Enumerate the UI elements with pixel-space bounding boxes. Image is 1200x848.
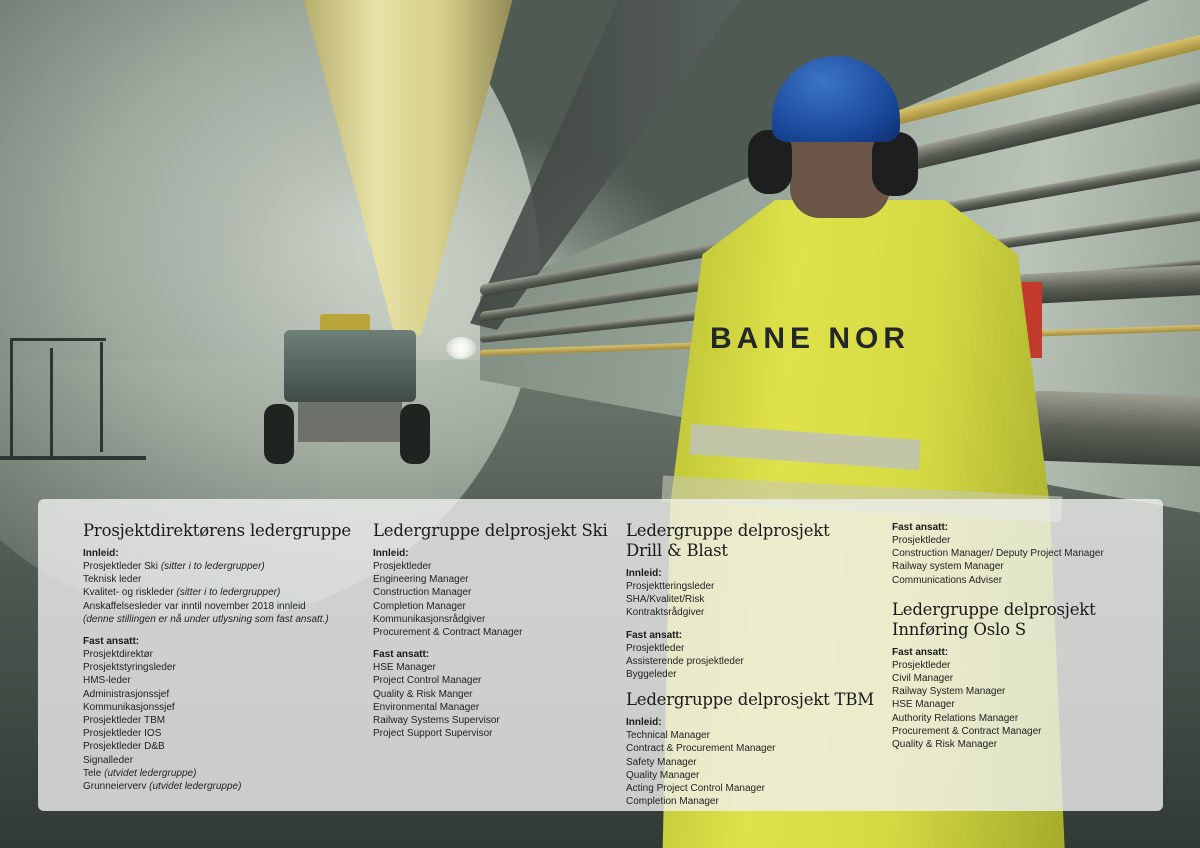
group-label: Fast ansatt:	[373, 649, 430, 661]
column-ski	[373, 521, 608, 740]
list-item: Civil Manager	[892, 673, 954, 685]
list-item: Quality & Risk Manger	[373, 688, 473, 700]
list-item: (denne stillingen er nå under utlysning som fast ansatt.)	[83, 613, 329, 625]
member-list	[83, 648, 351, 793]
list-item: Project Control Manager	[373, 675, 482, 687]
list-item: Tele (utvidet ledergruppe)	[83, 767, 197, 779]
list-item: Acting Project Control Manager	[626, 783, 765, 795]
list-item: Prosjektleder TBM	[83, 715, 166, 727]
column-prosjektdirektor	[83, 521, 351, 793]
list-item: Completion Manager	[373, 600, 466, 612]
member-list	[83, 560, 351, 626]
aerial-lift	[262, 312, 432, 472]
section-title: Ledergruppe delprosjekt Innføring Oslo S	[892, 599, 1096, 639]
list-item: Communications Adviser	[892, 574, 1003, 586]
group-label: Fast ansatt:	[626, 629, 683, 641]
group-label: Innleid:	[626, 717, 662, 729]
bane-nor-logo: BANE NOR	[710, 322, 911, 355]
list-item: Prosjektleder	[626, 642, 685, 654]
member-list	[626, 642, 874, 682]
lift-base	[298, 402, 402, 442]
list-item: Construction Manager	[373, 587, 472, 599]
list-item: Railway system Manager	[892, 561, 1004, 573]
scaffold-railing	[0, 338, 150, 488]
lift-body	[284, 330, 416, 402]
list-item: HMS-leder	[83, 675, 131, 687]
list-item: Technical Manager	[626, 730, 710, 742]
list-item: Prosjektstyringsleder	[83, 662, 176, 674]
group-label: Fast ansatt:	[892, 522, 949, 533]
list-item: HSE Manager	[373, 662, 436, 674]
list-item: Assisterende prosjektleder	[626, 655, 744, 667]
group-label: Innleid:	[626, 568, 662, 579]
list-item: Prosjektleder	[373, 561, 432, 572]
list-item: Prosjektteringsleder	[626, 581, 715, 592]
lift-wheel	[400, 404, 430, 464]
column-oslo-s	[892, 521, 1104, 751]
list-item: Prosjektleder Ski (sitter i to ledergrupper)	[83, 561, 265, 572]
list-item: Teknisk leder	[83, 574, 142, 586]
list-item: Kontraktsrådgiver	[626, 607, 705, 619]
list-item: Procurement & Contract Manager	[373, 627, 523, 639]
list-item: Prosjektleder D&B	[83, 741, 165, 753]
list-item: Prosjektleder	[892, 535, 951, 546]
member-list	[373, 560, 608, 639]
list-item: Environmental Manager	[373, 701, 480, 713]
list-item: Project Support Supervisor	[373, 728, 493, 740]
section-title: Ledergruppe delprosjekt TBM	[626, 690, 874, 710]
group-label: Fast ansatt:	[892, 646, 949, 658]
list-item: SHA/Kvalitet/Risk	[626, 594, 705, 606]
list-item: HSE Manager	[892, 699, 955, 711]
list-item: Prosjektdirektør	[83, 649, 154, 661]
group-label: Innleid:	[83, 548, 119, 559]
list-item: Byggeleder	[626, 669, 677, 681]
list-item: Engineering Manager	[373, 574, 469, 586]
section-title: Ledergruppe delprosjekt Ski	[373, 521, 608, 540]
list-item: Administrasjonssjef	[83, 688, 170, 700]
member-list	[373, 661, 608, 740]
list-item: Construction Manager/ Deputy Project Manager	[892, 548, 1104, 560]
group-label: Fast ansatt:	[83, 636, 140, 648]
member-list	[892, 659, 1104, 751]
list-item: Railway Systems Supervisor	[373, 715, 500, 727]
list-item: Kommunikasjonssjef	[83, 701, 175, 713]
list-item: Prosjektleder	[892, 659, 951, 671]
list-item: Contract & Procurement Manager	[626, 743, 776, 755]
list-item: Kvalitet- og riskleder (sitter i to ledergrupper)	[83, 587, 281, 599]
list-item: Anskaffelsesleder var inntil november 2018 innleid	[83, 600, 306, 612]
list-item: Procurement & Contract Manager	[892, 725, 1042, 737]
list-item: Completion Manager	[626, 796, 719, 808]
member-list	[892, 534, 1104, 587]
lift-wheel	[264, 404, 294, 464]
member-list	[626, 580, 874, 620]
list-item: Railway System Manager	[892, 686, 1006, 698]
helmet-icon	[772, 56, 900, 142]
group-label: Innleid:	[373, 548, 409, 559]
list-item: Signalleder	[83, 754, 134, 766]
section-title: Prosjektdirektørens ledergruppe	[83, 521, 351, 540]
member-list	[626, 729, 874, 808]
list-item: Kommunikasjonsrådgiver	[373, 613, 486, 625]
column-drill-blast-tbm	[626, 521, 874, 808]
list-item: Quality & Risk Manager	[892, 739, 998, 751]
list-item: Quality Manager	[626, 769, 700, 781]
list-item: Grunneierverv (utvidet ledergruppe)	[83, 781, 242, 793]
list-item: Authority Relations Manager	[892, 712, 1019, 724]
tunnel-light	[446, 337, 476, 359]
list-item: Prosjektleder IOS	[83, 728, 162, 740]
list-item: Safety Manager	[626, 756, 697, 768]
section-title: Ledergruppe delprosjekt Drill & Blast	[626, 521, 830, 560]
